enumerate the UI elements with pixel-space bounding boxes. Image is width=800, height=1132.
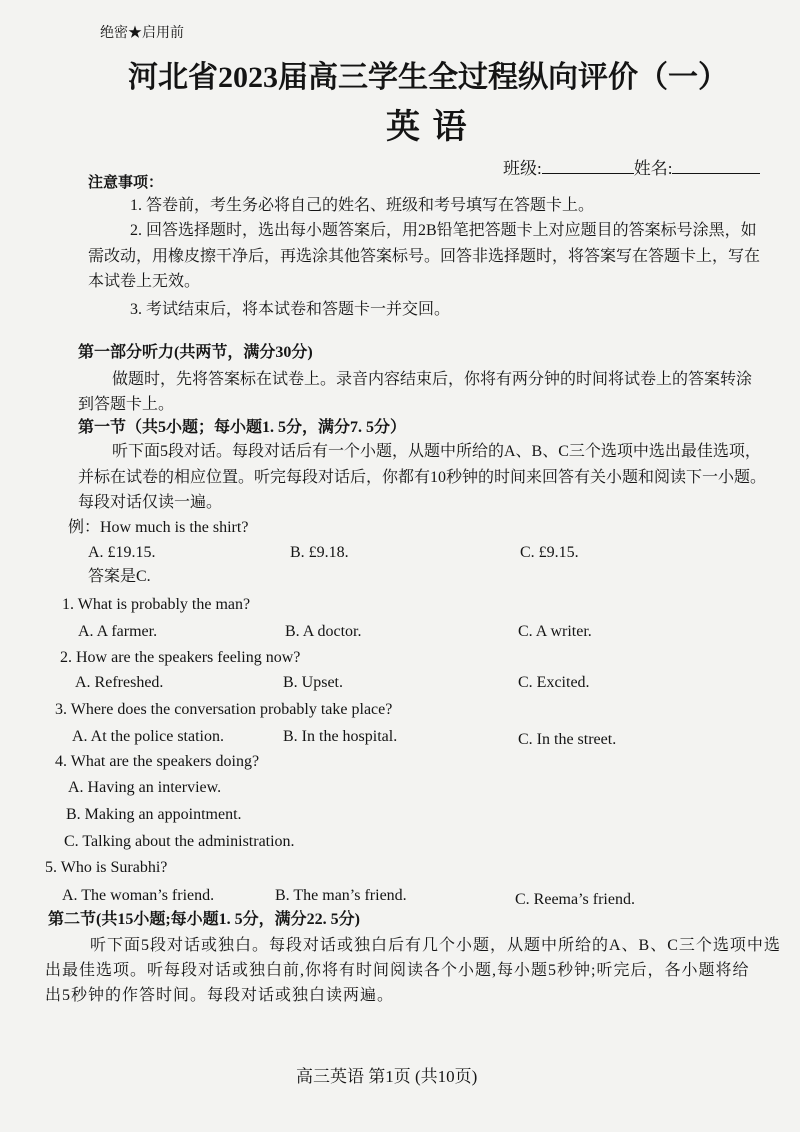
secret-mark: 绝密★启用前 xyxy=(100,26,184,41)
option-b: B. A doctor. xyxy=(285,623,362,640)
notes-line: 1. 答卷前，考生务必将自己的姓名、班级和考号填写在答题卡上。 xyxy=(130,197,595,214)
option-b: B. The man’s friend. xyxy=(275,887,407,904)
section2-heading: 第二节(共15小题;每小题1. 5分，满分22. 5分) xyxy=(48,911,360,928)
option-c: C. Excited. xyxy=(518,674,590,691)
section1-instruction-line: 听下面5段对话。每段对话后有一个小题，从题中所给的A、B、C三个选项中选出最佳选项， xyxy=(112,443,761,460)
option-c: C. A writer. xyxy=(518,623,592,640)
student-info xyxy=(503,157,760,179)
page-footer: 高三英语 第1页 (共10页) xyxy=(296,1067,478,1086)
section1-instruction-line: 并标在试卷的相应位置。听完每段对话后，你都有10秒钟的时间来回答有关小题和阅读下一小题。 xyxy=(78,469,767,486)
option-a: A. Refreshed. xyxy=(75,674,164,691)
option-c: C. Reema’s friend. xyxy=(515,891,635,908)
subject-title: 英 语 xyxy=(386,109,469,146)
example-option-c: C. £9.15. xyxy=(520,544,579,561)
option-a: A. Having an interview. xyxy=(68,779,222,796)
option-c: C. Talking about the administration. xyxy=(64,833,295,850)
part1-heading: 第一部分听力(共两节，满分30分) xyxy=(78,344,313,361)
section1-instruction-line: 每段对话仅读一遍。 xyxy=(78,494,223,511)
option-b: B. Upset. xyxy=(283,674,343,691)
notes-line: 需改动，用橡皮擦干净后，再选涂其他答案标号。回答非选择题时，将答案写在答题卡上，写在 xyxy=(88,248,761,265)
example-question: 例：How much is the shirt? xyxy=(68,519,249,536)
name-blank xyxy=(672,157,760,174)
question-stem: 2. How are the speakers feeling now? xyxy=(60,649,301,666)
section2-instruction-line: 出最佳选项。听每段对话或独白前,你将有时间阅读各个小题,每小题5秒钟;听完后，各小题将给 xyxy=(45,962,750,979)
example-answer: 答案是C. xyxy=(88,568,151,585)
question-stem: 1. What is probably the man? xyxy=(62,596,251,613)
part1-instruction-line: 做题时，先将答案标在试卷上。录音内容结束后，你将有两分钟的时间将试卷上的答案转涂 xyxy=(112,371,753,388)
option-a: A. At the police station. xyxy=(72,728,224,745)
option-b: B. In the hospital. xyxy=(283,728,398,745)
question-stem: 3. Where does the conversation probably take place? xyxy=(55,701,393,718)
notes-line: 3. 考试结束后，将本试卷和答题卡一并交回。 xyxy=(130,301,451,318)
exam-title: 河北省2023届高三学生全过程纵向评价（一） xyxy=(128,61,728,94)
class-blank xyxy=(542,157,634,174)
question-stem: 5. Who is Surabhi? xyxy=(45,859,168,876)
notes-line: 2. 回答选择题时，选出每小题答案后，用2B铅笔把答题卡上对应题目的答案标号涂黑，如 xyxy=(130,222,757,239)
part1-instruction-line: 到答题卡上。 xyxy=(78,396,175,413)
option-b: B. Making an appointment. xyxy=(66,806,242,823)
option-c: C. In the street. xyxy=(518,731,617,748)
option-a: A. A farmer. xyxy=(78,623,158,640)
question-stem: 4. What are the speakers doing? xyxy=(55,753,260,770)
section1-heading: 第一节（共5小题；每小题1. 5分，满分7. 5分） xyxy=(78,419,407,436)
example-option-a: A. £19.15. xyxy=(88,544,156,561)
example-option-b: B. £9.18. xyxy=(290,544,349,561)
name-label: 姓名: xyxy=(633,159,673,178)
section2-instruction-line: 听下面5段对话或独白。每段对话或独白后有几个小题，从题中所给的A、B、C三个选项中选 xyxy=(90,937,781,954)
option-a: A. The woman’s friend. xyxy=(62,887,215,904)
notes-heading: 注意事项： xyxy=(88,175,164,191)
class-label: 班级: xyxy=(503,159,542,178)
section2-instruction-line: 出5秒钟的作答时间。每段对话或独白读两遍。 xyxy=(45,987,395,1004)
notes-line: 本试卷上无效。 xyxy=(88,273,201,290)
